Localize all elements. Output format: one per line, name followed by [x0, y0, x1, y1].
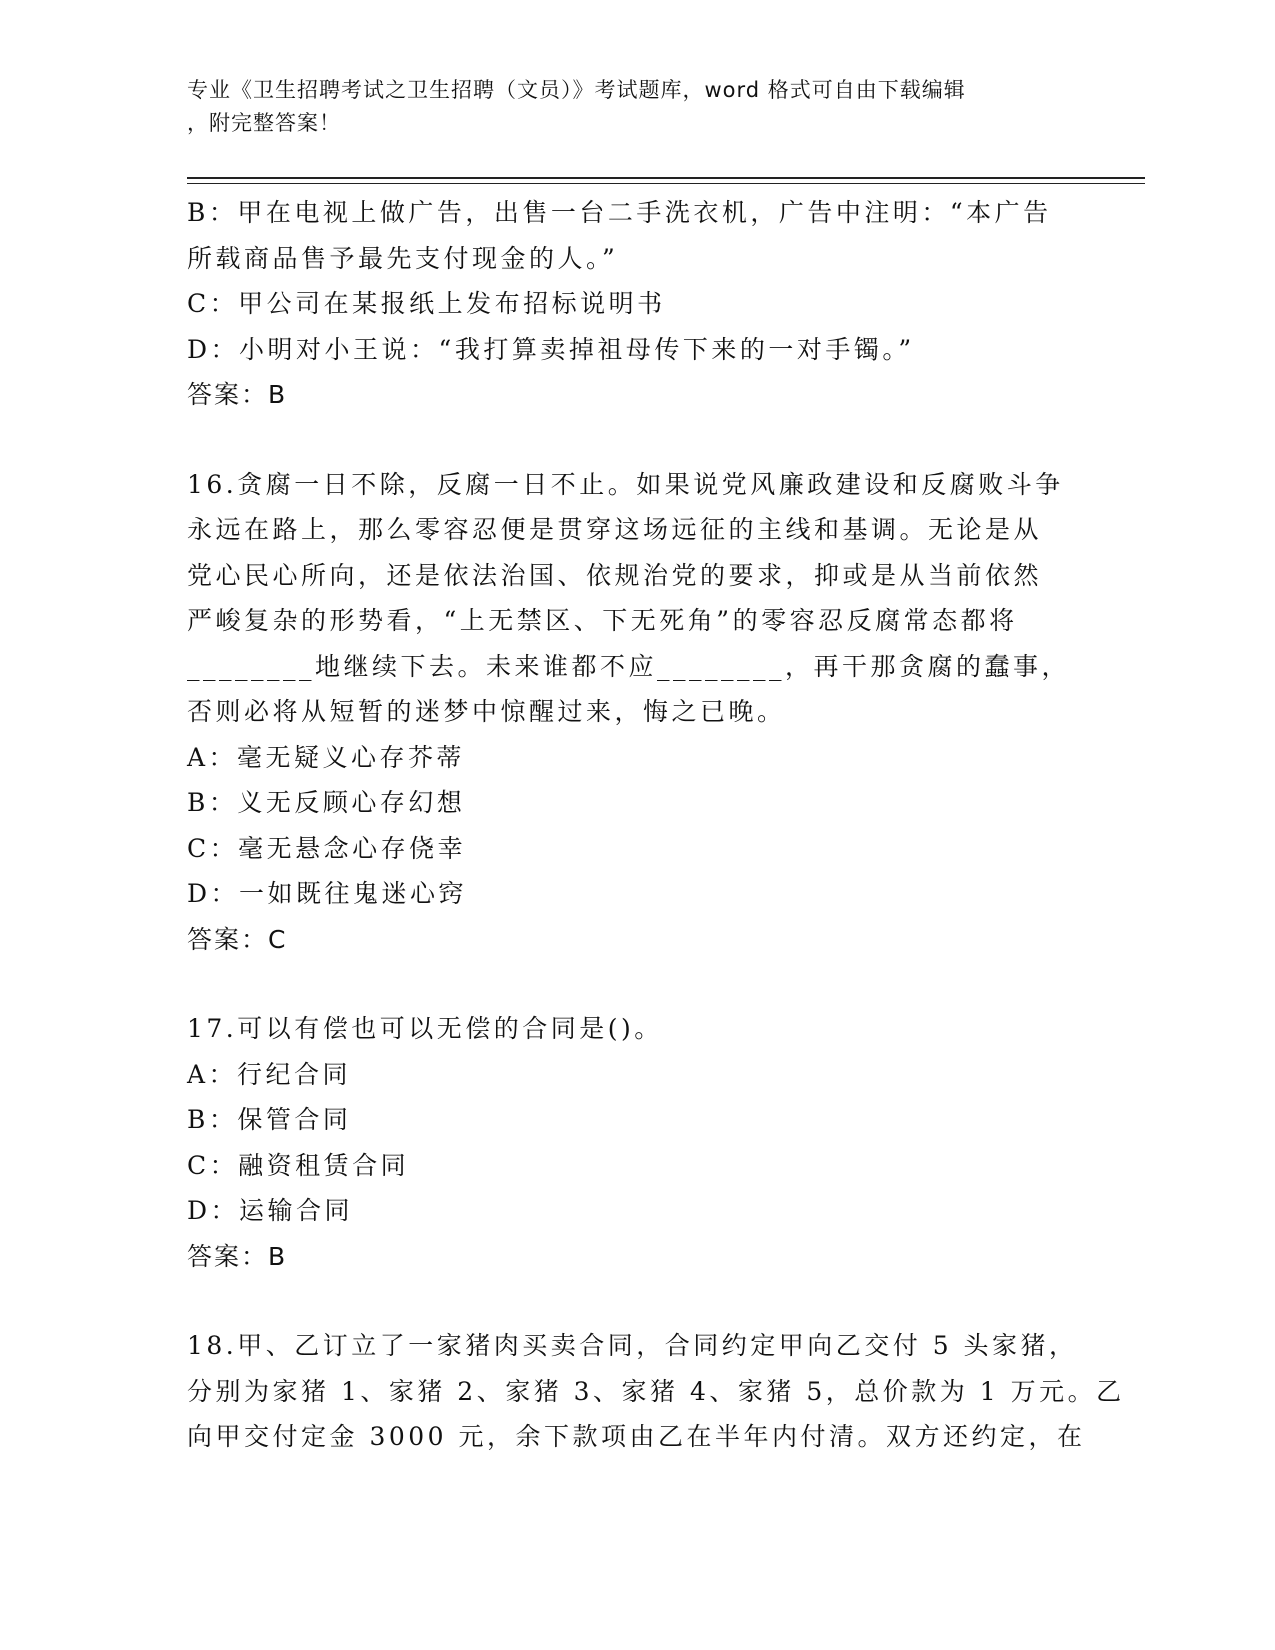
option-c: C：融资租赁合同: [187, 1150, 410, 1180]
option-line: D：小明对小王说：“我打算卖掉祖母传下来的一对手镯。”: [187, 334, 915, 364]
question-text-line: 党心民心所向，还是依法治国、依规治党的要求，抑或是从当前依然: [187, 560, 1043, 590]
question-text-line: 向甲交付定金 3000 元，余下款项由乙在半年内付清。双方还约定，在: [187, 1422, 1086, 1451]
question-text-line: 否则必将从短暂的迷梦中惊醒过来，悔之已晚。: [187, 697, 786, 726]
question-16: [187, 462, 1087, 963]
question-text-line: 17.可以有偿也可以无偿的合同是()。: [187, 1014, 663, 1043]
answer-line: 答案：C: [187, 924, 288, 954]
question-text-line: 严峻复杂的形势看，“上无禁区、下无死角”的零容忍反腐常态都将: [187, 606, 1018, 635]
option-d: D：运输合同: [187, 1196, 354, 1225]
question-17: [187, 1006, 1087, 1279]
option-b: B：保管合同: [187, 1105, 352, 1134]
option-line: C：甲公司在某报纸上发布招标说明书: [187, 289, 666, 318]
question-text-line: 分别为家猪 1、家猪 2、家猪 3、家猪 4、家猪 5，总价款为 1 万元。乙: [187, 1376, 1125, 1406]
header-line-1: 专业《卫生招聘考试之卫生招聘（文员）》考试题库，word 格式可自由下载编辑: [187, 78, 966, 102]
header-rule-thick: [187, 177, 1145, 179]
option-a: A：毫无疑义心存芥蒂: [187, 742, 466, 772]
option-a: A：行纪合同: [187, 1059, 352, 1089]
answer-line: 答案：B: [187, 380, 288, 409]
question-15-tail: [187, 190, 1087, 418]
option-b: B：义无反顾心存幻想: [187, 788, 466, 817]
document-header: [187, 74, 1067, 140]
question-text-line: 18.甲、乙订立了一家猪肉买卖合同，合同约定甲向乙交付 5 头家猪，: [187, 1331, 1078, 1360]
question-18: [187, 1323, 1125, 1460]
question-text-line: 永远在路上，那么零容忍便是贯穿这场远征的主线和基调。无论是从: [187, 515, 1043, 544]
option-d: D：一如既往鬼迷心窍: [187, 879, 468, 908]
question-text-line: 16.贪腐一日不除，反腐一日不止。如果说党风廉政建设和反腐败斗争: [187, 469, 1064, 499]
option-line: B：甲在电视上做广告，出售一台二手洗衣机，广告中注明：“本广告: [187, 198, 1052, 227]
header-rule-thin: [187, 183, 1145, 184]
option-line: 所载商品售予最先支付现金的人。”: [187, 243, 619, 273]
header-line-2: ，附完整答案！: [187, 111, 341, 135]
question-text-line: ________地继续下去。未来谁都不应________，再干那贪腐的蠢事，: [187, 651, 1071, 681]
answer-line: 答案：B: [187, 1241, 288, 1271]
document-content: [187, 190, 1125, 1460]
option-c: C：毫无悬念心存侥幸: [187, 833, 467, 863]
